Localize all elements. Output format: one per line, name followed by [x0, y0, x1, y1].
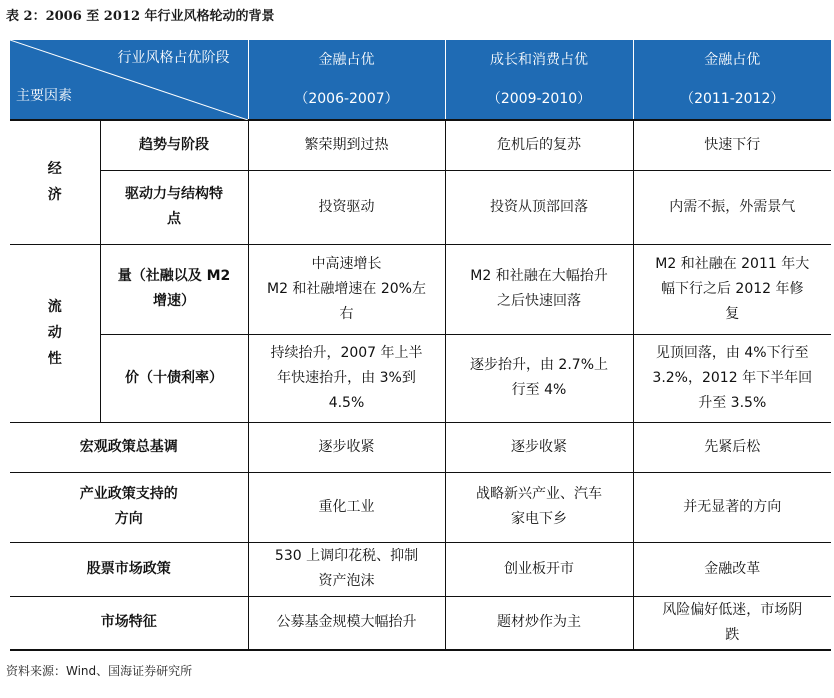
header-corner-cell — [10, 40, 248, 120]
cell-value: 见顶回落，由 4%下行至 3.2%，2012 年下半年回 升至 3.5% — [633, 334, 831, 422]
row-label: 宏观政策总基调 — [10, 422, 248, 472]
row-label: 价（十债利率） — [100, 334, 248, 422]
cell-value: 金融改革 — [633, 542, 831, 596]
cell-value: 持续抬升，2007 年上半 年快速抬升，由 3%到 4.5% — [248, 334, 445, 422]
cell-value: M2 和社融在 2011 年大 幅下行之后 2012 年修 复 — [633, 244, 831, 334]
cell-value: 逐步收紧 — [248, 422, 445, 472]
row-label: 驱动力与结构特 点 — [100, 170, 248, 244]
cell-value: 并无显著的方向 — [633, 472, 831, 542]
table-row — [10, 120, 831, 170]
table-row — [10, 542, 831, 596]
cell-value: 逐步收紧 — [445, 422, 633, 472]
table-row — [10, 596, 831, 650]
cell-value: 公募基金规模大幅抬升 — [248, 596, 445, 650]
table-row — [10, 422, 831, 472]
cell-value: 投资驱动 — [248, 170, 445, 244]
column-title-1: 金融占优 — [248, 40, 445, 80]
column-period-2: （2009-2010） — [445, 80, 633, 120]
column-title-2: 成长和消费占优 — [445, 40, 633, 80]
group-label-economy: 经 济 — [10, 120, 100, 244]
cell-value: 创业板开市 — [445, 542, 633, 596]
cell-value: M2 和社融在大幅抬升 之后快速回落 — [445, 244, 633, 334]
column-period-3: （2011-2012） — [633, 80, 831, 120]
source-note: 资料来源：Wind、国海证券研究所 — [6, 664, 193, 678]
table-row — [10, 244, 831, 334]
phase-header-label: 行业风格占优阶段 — [117, 50, 230, 66]
group-label-liquidity: 流 动 性 — [10, 244, 100, 422]
table-row — [10, 334, 831, 422]
cell-value: 投资从顶部回落 — [445, 170, 633, 244]
cell-value: 快速下行 — [633, 120, 831, 170]
row-label: 股票市场政策 — [10, 542, 248, 596]
factor-header-label: 主要因素 — [16, 88, 72, 104]
row-label: 量（社融以及 M2 增速） — [100, 244, 248, 334]
table-caption: 表 2：2006 至 2012 年行业风格轮动的背景 — [6, 9, 275, 24]
column-title-3: 金融占优 — [633, 40, 831, 80]
cell-value: 先紧后松 — [633, 422, 831, 472]
cell-value: 重化工业 — [248, 472, 445, 542]
table-row — [10, 472, 831, 542]
cell-value: 逐步抬升，由 2.7%上 行至 4% — [445, 334, 633, 422]
cell-value: 战略新兴产业、汽车 家电下乡 — [445, 472, 633, 542]
cell-value: 风险偏好低迷，市场阴 跌 — [633, 596, 831, 650]
cell-value: 题材炒作为主 — [445, 596, 633, 650]
cell-value: 繁荣期到过热 — [248, 120, 445, 170]
column-period-1: （2006-2007） — [248, 80, 445, 120]
style-rotation-table — [10, 40, 831, 651]
row-label: 趋势与阶段 — [100, 120, 248, 170]
cell-value: 530 上调印花税、抑制 资产泡沫 — [248, 542, 445, 596]
cell-value: 危机后的复苏 — [445, 120, 633, 170]
row-label: 市场特征 — [10, 596, 248, 650]
table-row — [10, 170, 831, 244]
cell-value: 中高速增长 M2 和社融增速在 20%左 右 — [248, 244, 445, 334]
row-label: 产业政策支持的 方向 — [10, 472, 248, 542]
cell-value: 内需不振，外需景气 — [633, 170, 831, 244]
